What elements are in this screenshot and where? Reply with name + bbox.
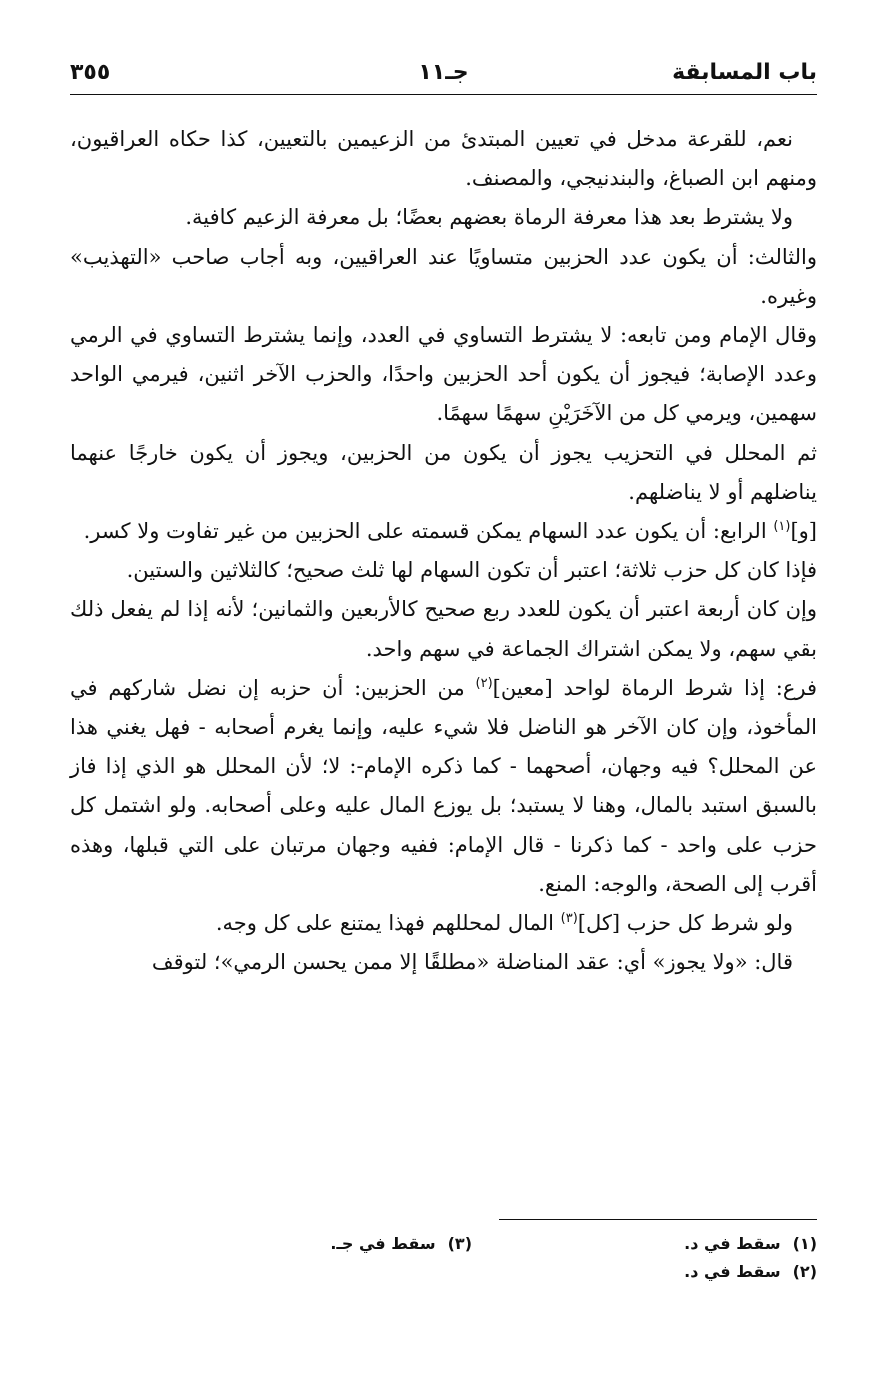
footnote <box>684 1262 817 1281</box>
paragraph <box>70 904 817 943</box>
footnote-number: (١) <box>792 1234 817 1253</box>
footnote-ref: (١) <box>773 519 791 535</box>
paragraph-text: ولو شرط كل حزب [كل] <box>577 911 793 936</box>
paragraph: فإذا كان كل حزب ثلاثة؛ اعتبر أن تكون السهام لها ثلث صحيح؛ كالثلاثين والستين. <box>126 558 817 583</box>
paragraph: ولا يشترط بعد هذا معرفة الرماة بعضهم بعضًا؛ بل معرفة الزعيم كافية. <box>185 205 793 230</box>
paragraph-text: الرابع: أن يكون عدد السهام يمكن قسمته على الحزبين من غير تفاوت ولا كسر. <box>83 519 774 544</box>
paragraph: ثم المحلل في التحزيب يجوز أن يكون من الحزبين، ويجوز أن يكون خارجًا عنهما يناضلهم أو لا يناضلهم. <box>70 440 817 504</box>
footnote-number: (٢) <box>792 1262 817 1281</box>
paragraph: نعم، للقرعة مدخل في تعيين المبتدئ من الزعيمين بالتعيين، كذا حكاه العراقيون، ومنهم ابن الصباغ، والبندنيجي، والمصنف. <box>70 127 817 191</box>
footnotes <box>70 1234 817 1290</box>
paragraph: وقال الإمام ومن تابعه: لا يشترط التساوي في العدد، وإنما يشترط التساوي في الرمي وعدد الإصابة؛ فيجوز أن يكون أحد الحزبين واحدًا، والحزب الآخر اثنين، فيرمي الواحد سهمين، ويرمي كل من الآخَرَيْنِ سهمًا سهمًا. <box>70 323 817 426</box>
paragraph: وإن كان أربعة اعتبر أن يكون للعدد ربع صحيح كالأربعين والثمانين؛ لأنه إذا لم يفعل ذلك بقي سهم، ولا يمكن اشتراك الجماعة في سهم واحد. <box>70 597 817 661</box>
page-number: ٣٥٥ <box>70 60 111 85</box>
paragraph <box>70 669 817 904</box>
chapter-title: باب المسابقة <box>672 60 817 85</box>
paragraph-text: المال لمحللهم فهذا يمتنع على كل وجه. <box>215 911 561 936</box>
footnote <box>684 1234 817 1253</box>
volume-label: جـ١١ <box>418 60 469 85</box>
body-text <box>70 120 817 982</box>
paragraph-text: من الحزبين: أن حزبه إن نضل شاركهم في المأخوذ، وإن كان الآخر هو الناضل فلا شيء عليه، وإنما يغرم أصحابه - فهل يغني هذا عن المحلل؟ فيه وجهان، أصحهما - كما ذكره الإمام-: لا؛ لأن المحلل هو الذي إذا فاز بالسبق استبد بالمال، وهنا لا يستبد؛ بل يوزع المال عليه وعلى أصحابه. ولو اشتمل كل حزب على واحد - كما ذكرنا - قال الإمام: ففيه وجهان مرتبان على التي قبلها، وهذه أقرب إلى الصحة، والوجه: المنع. <box>70 675 817 896</box>
footnote-number: (٣) <box>447 1234 472 1253</box>
paragraph-text: [و] <box>790 519 817 544</box>
footnote-text: سقط في د. <box>684 1262 781 1281</box>
footnote-row <box>70 1234 817 1262</box>
paragraph <box>70 512 817 551</box>
footnote-text: سقط في جـ. <box>330 1234 436 1253</box>
footnote-row <box>70 1262 817 1290</box>
footnote-ref: (٢) <box>475 675 493 691</box>
footnote <box>330 1234 472 1253</box>
running-header <box>70 52 817 95</box>
footnote-ref: (٣) <box>560 911 578 927</box>
footnote-text: سقط في د. <box>684 1234 781 1253</box>
paragraph: قال: «ولا يجوز» أي: عقد المناضلة «مطلقًا إلا ممن يحسن الرمي»؛ لتوقف <box>151 950 793 975</box>
paragraph: والثالث: أن يكون عدد الحزبين متساويًا عند العراقيين، وبه أجاب صاحب «التهذيب» وغيره. <box>70 244 817 308</box>
paragraph-text: فرع: إذا شرط الرماة لواحد [معين] <box>492 675 817 700</box>
footnote-divider <box>499 1219 817 1220</box>
